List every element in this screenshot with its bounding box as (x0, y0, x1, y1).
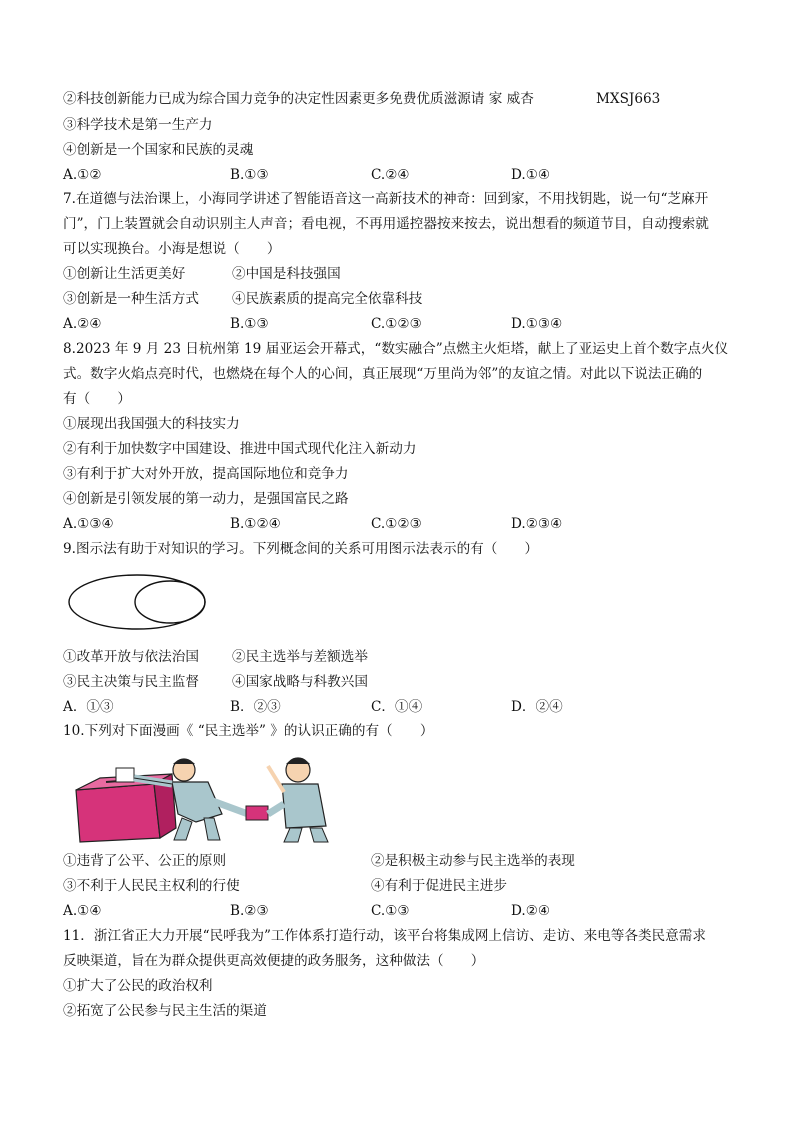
q10-statement-3: ③不利于人民民主权利的行使 (63, 878, 240, 894)
q9-option-d: D．②④ (511, 699, 563, 715)
q8-statement-3: ③有利于扩大对外开放，提高国际地位和竞争力 (63, 466, 349, 482)
q7-statement-3: ③创新是一种生活方式 (63, 291, 199, 307)
q7-option-c: C.①②③ (371, 316, 422, 332)
q7-stem-line-1: 7.在道德与法治课上，小海同学讲述了智能语音这一高新技术的神奇：回到家，不用找钥匙，说一句“芝麻开 (63, 191, 709, 207)
q6-statement-2: ②科技创新能力已成为综合国力竞争的决定性因素更多免费优质滋源请 家 威杏 (63, 91, 534, 107)
q8-statement-1: ①展现出我国强大的科技实力 (63, 416, 240, 432)
q8-option-a: A.①③④ (63, 516, 114, 532)
q8-statement-4: ④创新是引领发展的第一动力，是强国富民之路 (63, 491, 349, 507)
q11-stem-line-2: 反映渠道，旨在为群众提供更高效便捷的政务服务，这种做法（ ） (63, 953, 485, 969)
money-packet (246, 806, 268, 820)
inner-ellipse (135, 581, 205, 623)
q6-option-d: D.①④ (511, 167, 551, 183)
q7-option-d: D.①③④ (511, 316, 563, 332)
q8-option-c: C.①②③ (371, 516, 422, 532)
q10-option-d: D.②④ (511, 903, 551, 919)
q8-stem-line-2: 式。数字火焰点亮时代，也燃烧在每个人的心间，真正展现“万里尚为邻”的友谊之情。对此以下说法正确的 (63, 366, 703, 382)
q10-statement-2: ②是积极主动参与民主选举的表现 (371, 853, 575, 869)
watermark-code: MXSJ663 (596, 91, 661, 107)
q8-stem-line-3: 有（ ） (63, 391, 131, 407)
q9-statement-4: ④国家战略与科教兴国 (232, 674, 368, 690)
q9-option-c: C．①④ (371, 699, 423, 715)
briber-figure (268, 758, 328, 842)
q6-option-b: B.①③ (230, 167, 269, 183)
q9-statement-3: ③民主决策与民主监督 (63, 674, 199, 690)
q7-option-a: A.②④ (63, 316, 102, 332)
q8-stem-line-1: 8.2023 年 9 月 23 日杭州第 19 届亚运会开幕式，“数实融合”点燃主火炬塔，献上了亚运史上首个数字点火仪 (63, 341, 729, 357)
q9-option-b: B．②③ (230, 699, 281, 715)
q10-option-a: A.①④ (63, 903, 102, 919)
q10-statement-1: ①违背了公平、公正的原则 (63, 853, 227, 869)
q10-option-c: C.①③ (371, 903, 410, 919)
venn-nested-ellipses (66, 572, 212, 632)
q9-option-a: A．①③ (63, 699, 114, 715)
q9-statement-2: ②民主选举与差额选举 (232, 649, 368, 665)
q9-statement-1: ①改革开放与依法治国 (63, 649, 199, 665)
q8-statement-2: ②有利于加快数字中国建设、推进中国式现代化注入新动力 (63, 441, 417, 457)
q6-statement-4: ④创新是一个国家和民族的灵魂 (63, 142, 254, 158)
q10-option-b: B.②③ (230, 903, 269, 919)
q6-statement-3: ③科学技术是第一生产力 (63, 117, 213, 133)
cartoon-illustration (72, 752, 368, 844)
q7-stem-line-2: 门”，门上装置就会自动识别主人声音；看电视，不再用遥控器按来按去，说出想看的频道节目，自动搜索就 (63, 216, 709, 232)
q10-statement-4: ④有利于促进民主进步 (371, 878, 507, 894)
q6-option-a: A.①② (63, 167, 102, 183)
q9-stem-line-1: 9.图示法有助于对知识的学习。下列概念间的关系可用图示法表示的有（ ） (63, 541, 539, 557)
q6-option-c: C.②④ (371, 167, 410, 183)
q8-option-b: B.①②④ (230, 516, 281, 532)
q8-option-d: D.②③④ (511, 516, 563, 532)
q11-statement-1: ①扩大了公民的政治权利 (63, 978, 213, 994)
q7-statement-1: ①创新让生活更美好 (63, 266, 186, 282)
q7-stem-line-3: 可以实现换台。小海是想说（ ） (63, 241, 281, 257)
q10-stem-line-1: 10.下列对下面漫画《 “民主选举” 》的认识正确的有（ ） (63, 723, 434, 739)
q7-statement-4: ④民族素质的提高完全依靠科技 (232, 291, 423, 307)
q11-statement-2: ②拓宽了公民参与民主生活的渠道 (63, 1003, 267, 1019)
q7-statement-2: ②中国是科技强国 (232, 266, 341, 282)
q11-stem-line-1: 11．浙江省正大力开展“民呼我为”工作体系打造行动，该平台将集成网上信访、走访、来电等各类民意需求 (63, 928, 706, 944)
q7-option-b: B.①③ (230, 316, 269, 332)
